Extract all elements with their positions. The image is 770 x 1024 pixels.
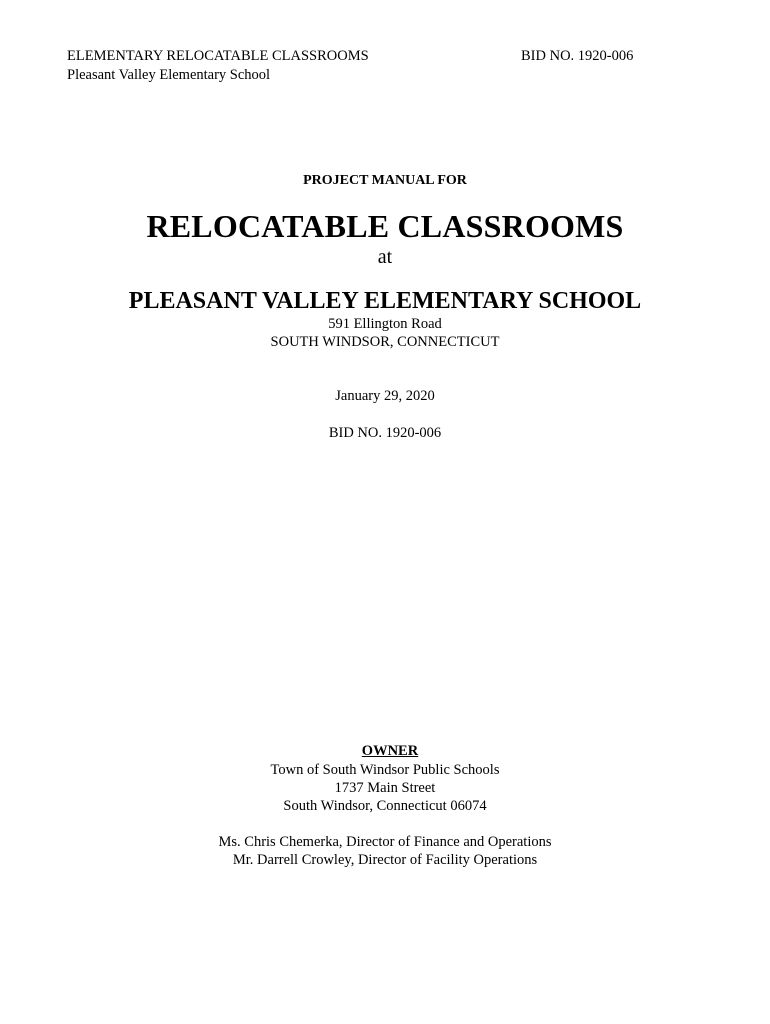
owner-heading-text: OWNER — [361, 743, 419, 759]
owner-city: South Windsor, Connecticut 06074 — [283, 798, 487, 814]
header-project-line: ELEMENTARY RELOCATABLE CLASSROOMS — [67, 48, 369, 64]
owner-street: 1737 Main Street — [334, 780, 436, 796]
cover-bid-number: BID NO. 1920-006 — [328, 425, 442, 441]
school-city-state: SOUTH WINDSOR, CONNECTICUT — [270, 334, 500, 350]
header-school-line: Pleasant Valley Elementary School — [67, 67, 271, 83]
school-street-address: 591 Ellington Road — [328, 316, 442, 332]
project-manual-label: PROJECT MANUAL FOR — [303, 173, 467, 188]
owner-name: Town of South Windsor Public Schools — [270, 762, 500, 778]
cover-title: RELOCATABLE CLASSROOMS — [146, 208, 624, 244]
owner-contact: Mr. Darrell Crowley, Director of Facility Operations — [232, 852, 538, 868]
cover-connector: at — [377, 246, 393, 268]
cover-date: January 29, 2020 — [335, 388, 435, 404]
owner-heading — [0, 743, 770, 760]
owner-contact: Ms. Chris Chemerka, Director of Finance and Operations — [218, 834, 552, 850]
header-bid-number: BID NO. 1920-006 — [521, 48, 634, 64]
running-header-left — [67, 47, 369, 85]
school-name: PLEASANT VALLEY ELEMENTARY SCHOOL — [128, 288, 642, 314]
